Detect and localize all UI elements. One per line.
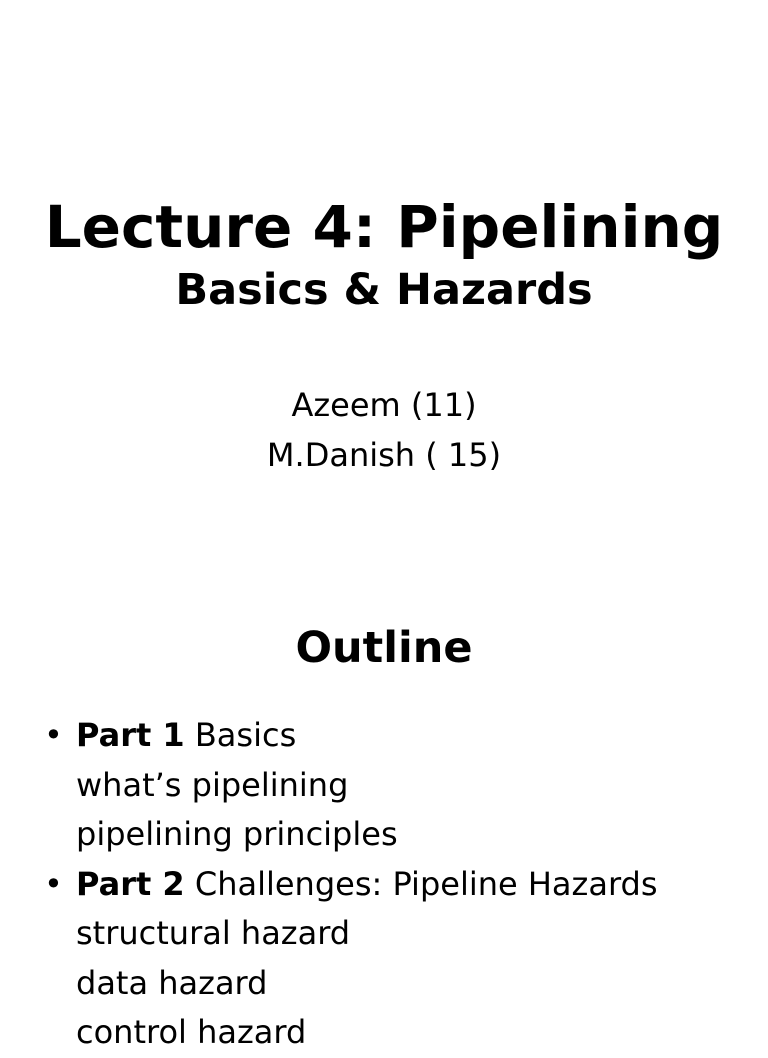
- author-name: Azeem (11): [291, 386, 477, 424]
- author-list: [0, 380, 768, 480]
- lecture-subtitle: Basics & Hazards: [175, 265, 593, 315]
- part-label: Part 2: [76, 864, 185, 903]
- part-label: Part 1: [76, 716, 185, 754]
- outline-subitem: what’s pipelining: [76, 765, 349, 804]
- outline-subitem: control hazard: [76, 1013, 307, 1051]
- part-text: Challenges: Pipeline Hazards: [194, 864, 658, 903]
- bullet-icon: •: [44, 864, 63, 903]
- outline-heading: Outline: [295, 623, 473, 673]
- bullet-icon: •: [44, 716, 63, 754]
- outline-list: [0, 711, 768, 1058]
- outline-subitem: pipelining principles: [76, 815, 398, 853]
- lecture-title: Lecture 4: Pipelining: [44, 193, 724, 261]
- outline-subitem: structural hazard: [76, 914, 351, 952]
- author-name: M.Danish ( 15): [266, 436, 502, 474]
- outline-part: [0, 711, 768, 761]
- outline-part: [0, 860, 768, 910]
- part-text: Basics: [194, 716, 297, 754]
- outline-subitem: data hazard: [76, 963, 268, 1002]
